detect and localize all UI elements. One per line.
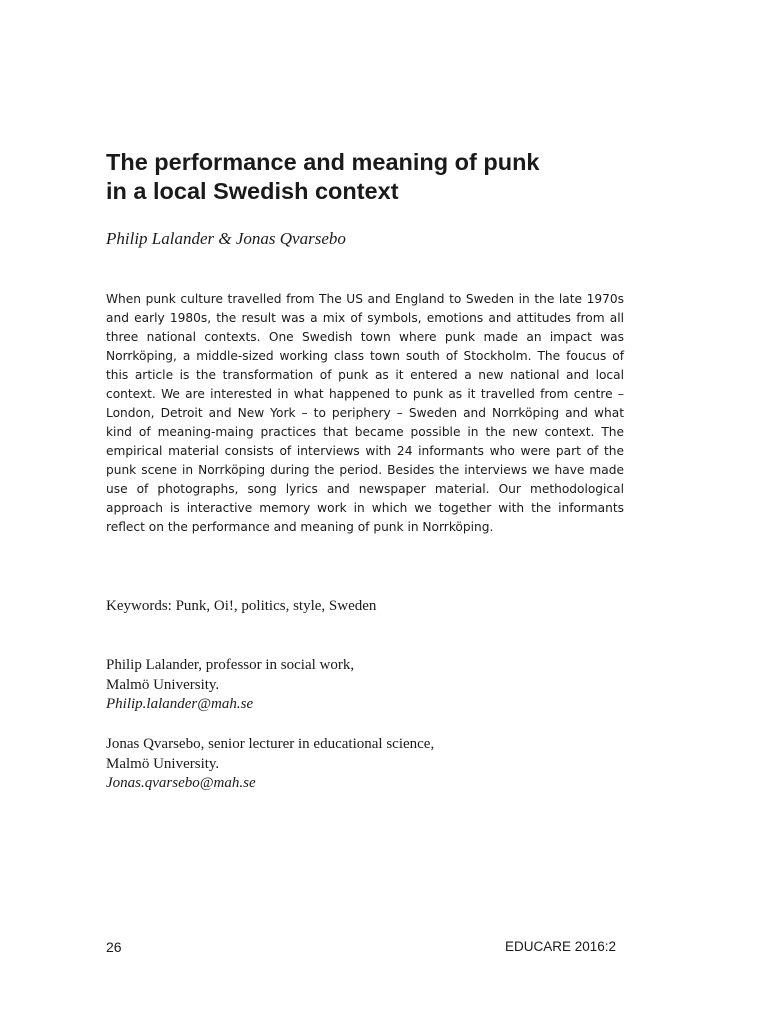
article-title-line-2: in a local Swedish context [106, 178, 399, 204]
article-title [106, 148, 624, 206]
affiliation-1-role: Philip Lalander, professor in social work, [106, 657, 355, 673]
affiliation-2-role: Jonas Qvarsebo, senior lecturer in educational science, [106, 736, 435, 752]
article-authors: Philip Lalander & Jonas Qvarsebo [106, 229, 346, 248]
article-keywords: Keywords: Punk, Oi!, politics, style, Sweden [106, 598, 377, 614]
affiliation-2-institution: Malmö University. [106, 755, 220, 772]
affiliation-2-email: Jonas.qvarsebo@mah.se [106, 775, 256, 791]
page-number: 26 [106, 939, 122, 955]
article-title-line-1: The performance and meaning of punk [106, 149, 540, 175]
journal-page [106, 0, 624, 1024]
article-abstract: When punk culture travelled from The US and England to Sweden in the late 1970s and early 1980s, the result was a mix of symbols, emotions and attitudes from all three national contexts. One Swedish town where punk made an impact was Norrköping, a middle-sized working class town south of Stockholm. The foucus of this article is the transformation of punk as it entered a new national and local context. We are interested in what happened to punk as it travelled from centre – London, Detroit and New York – to periphery – Sweden and Norrköping and what kind of meaning-maing practices that became possible in the new context. The empirical material consists of interviews with 24 informants who were part of the punk scene in Norrköping during the period. Besides the interviews we have made use of photographs, song lyrics and newspaper material. Our methodological approach is interactive memory work in which we together with the informants reflect on the performance and meaning of punk in Norrköping. [106, 292, 624, 534]
author-affiliation-1 [106, 656, 624, 715]
journal-issue: EDUCARE 2016:2 [504, 939, 616, 954]
affiliation-1-email: Philip.lalander@mah.se [106, 696, 254, 712]
author-affiliation-2 [106, 735, 624, 794]
affiliation-1-institution: Malmö University. [106, 676, 220, 693]
